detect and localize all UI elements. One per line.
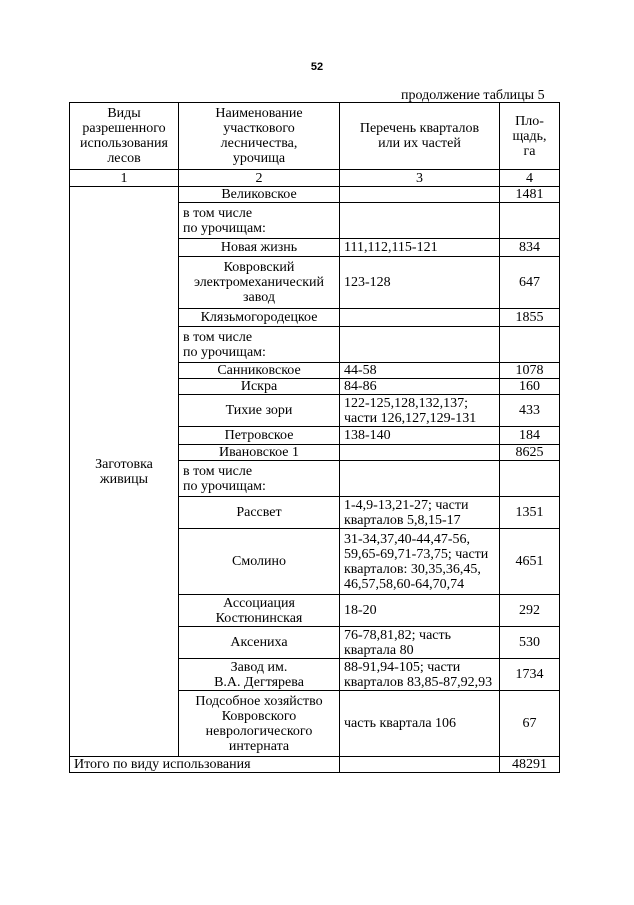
- forestry-name-cell: [179, 427, 340, 445]
- cell-line: Искра: [240, 379, 278, 394]
- forestry-name-cell: [179, 309, 340, 327]
- area-cell: 1078: [500, 363, 560, 379]
- quarters-cell: [340, 257, 500, 309]
- quarters-cell: [340, 627, 500, 659]
- area-cell: 292: [500, 595, 560, 627]
- area-cell: 184: [500, 427, 560, 445]
- forestry-name-cell: [179, 659, 340, 691]
- area-cell: 1481: [500, 187, 560, 203]
- cell-line: 31-34,37,40-44,47-56,: [344, 531, 470, 547]
- forestry-name-cell: [179, 363, 340, 379]
- quarters-cell: [340, 239, 500, 257]
- cell-line: Заготовка: [95, 456, 153, 472]
- header-line: Наименование: [215, 106, 303, 121]
- page-number: 52: [310, 61, 324, 73]
- cell-line: кварталов: 30,35,36,45,: [344, 561, 481, 577]
- header-forestry-name: [179, 103, 340, 170]
- forestry-name-cell: [179, 529, 340, 595]
- quarters-cell: [340, 659, 500, 691]
- cell-line: 111,112,115-121: [344, 240, 438, 255]
- forestry-name-cell: [179, 379, 340, 395]
- cell-line: Смолино: [232, 554, 286, 569]
- forestry-name-cell: [179, 445, 340, 461]
- cell-line: завод: [243, 290, 275, 305]
- area-cell: 647: [500, 257, 560, 309]
- area-cell: 1351: [500, 497, 560, 529]
- forestry-name-cell: [179, 395, 340, 427]
- quarters-cell: [340, 595, 500, 627]
- cell-line: 59,65-69,71-73,75; части: [344, 546, 489, 562]
- column-number: 1: [70, 170, 179, 187]
- quarters-cell: [340, 497, 500, 529]
- cell-line: Ковровского: [221, 708, 297, 724]
- table-body: [70, 103, 560, 773]
- column-number-row: [70, 170, 560, 187]
- forestry-name-cell: [179, 691, 340, 757]
- quarters-cell: [340, 427, 500, 445]
- header-line: Перечень кварталов: [359, 121, 480, 136]
- cell-line: 88-91,94-105; части: [344, 659, 461, 675]
- area-cell: [500, 327, 560, 363]
- forestry-name-cell: [179, 627, 340, 659]
- subgroup-label-cell: [179, 203, 340, 239]
- cell-line: по урочищам:: [183, 344, 266, 360]
- forestry-name-cell: [179, 497, 340, 529]
- forestry-name-cell: [179, 187, 340, 203]
- cell-line: кварталов 83,85-87,92,93: [344, 674, 493, 690]
- cell-line: кварталов 5,8,15-17: [344, 512, 461, 528]
- area-cell: 160: [500, 379, 560, 395]
- header-quarters: [340, 103, 500, 170]
- area-cell: 4651: [500, 529, 560, 595]
- cell-line: 44-58: [344, 363, 377, 378]
- cell-line: 138-140: [344, 428, 391, 443]
- cell-line: Ивановское 1: [219, 445, 299, 460]
- header-line: или их частей: [378, 136, 461, 151]
- quarters-cell: [340, 529, 500, 595]
- cell-line: Петровское: [224, 428, 294, 443]
- area-cell: 433: [500, 395, 560, 427]
- header-area: [500, 103, 560, 170]
- quarters-cell: [340, 691, 500, 757]
- area-cell: 1855: [500, 309, 560, 327]
- area-cell: 834: [500, 239, 560, 257]
- cell-line: 76-78,81,82; часть: [344, 627, 452, 643]
- cell-line: часть квартала 106: [344, 716, 457, 731]
- cell-line: интерната: [228, 738, 290, 754]
- cell-line: 123-128: [344, 275, 391, 290]
- total-area: 48291: [500, 757, 560, 773]
- column-number: 3: [340, 170, 500, 187]
- cell-line: Новая жизнь: [220, 240, 298, 255]
- forestry-name-cell: [179, 257, 340, 309]
- quarters-cell: [340, 363, 500, 379]
- header-line: разрешенного: [82, 121, 166, 136]
- area-cell: 8625: [500, 445, 560, 461]
- cell-line: 46,57,58,60-64,70,74: [344, 576, 465, 592]
- quarters-cell: [340, 445, 500, 461]
- quarters-cell: [340, 187, 500, 203]
- forestry-name-cell: [179, 595, 340, 627]
- area-cell: [500, 203, 560, 239]
- cell-line: В.А. Дегтярева: [214, 674, 304, 690]
- column-number: 4: [500, 170, 560, 187]
- subgroup-label-cell: [179, 461, 340, 497]
- cell-line: 84-86: [344, 379, 377, 394]
- header-usage-type: [70, 103, 179, 170]
- quarters-cell: [340, 203, 500, 239]
- cell-line: в том числе: [183, 329, 253, 345]
- total-row: [70, 757, 560, 773]
- subgroup-label-cell: [179, 327, 340, 363]
- header-line: урочища: [232, 151, 286, 166]
- quarters-cell: [340, 395, 500, 427]
- header-row: [70, 103, 560, 170]
- cell-line: Ассоциация: [223, 595, 295, 611]
- area-cell: 1734: [500, 659, 560, 691]
- cell-line: живицы: [99, 471, 149, 487]
- cell-line: Санниковское: [217, 363, 301, 378]
- cell-line: квартала 80: [344, 642, 414, 658]
- cell-line: неврологического: [205, 723, 313, 739]
- cell-line: Клязьмогородецкое: [200, 310, 318, 325]
- cell-line: электромеханический: [193, 275, 325, 290]
- cell-line: в том числе: [183, 463, 253, 479]
- cell-line: Рассвет: [236, 505, 282, 520]
- header-line: лесов: [107, 151, 141, 166]
- cell-line: по урочищам:: [183, 220, 266, 236]
- area-cell: 67: [500, 691, 560, 757]
- header-line: Пло-: [515, 113, 544, 129]
- total-quarters: [340, 757, 500, 773]
- cell-line: Аксениха: [230, 635, 288, 650]
- cell-line: части 126,127,129-131: [344, 410, 477, 426]
- quarters-cell: [340, 461, 500, 497]
- cell-line: в том числе: [183, 205, 253, 221]
- forestry-name-cell: [179, 239, 340, 257]
- cell-line: Завод им.: [230, 659, 288, 675]
- cell-line: Костюнинская: [215, 610, 303, 626]
- cell-line: 1-4,9-13,21-27; части: [344, 497, 469, 513]
- cell-line: Ковровский: [223, 260, 295, 275]
- cell-line: Подсобное хозяйство: [195, 693, 323, 709]
- quarters-cell: [340, 309, 500, 327]
- total-label: Итого по виду использования: [70, 757, 340, 773]
- column-number: 2: [179, 170, 340, 187]
- header-line: Виды: [107, 106, 141, 121]
- usage-type-cell: [70, 187, 179, 757]
- header-line: использования: [80, 136, 168, 151]
- quarters-cell: [340, 379, 500, 395]
- header-line: га: [523, 143, 536, 159]
- quarters-cell: [340, 327, 500, 363]
- header-line: щадь,: [512, 128, 547, 144]
- header-line: участкового: [223, 121, 295, 136]
- table-row: [70, 187, 560, 203]
- cell-line: 18-20: [344, 603, 377, 618]
- header-line: лесничества,: [220, 136, 298, 151]
- cell-line: Великовское: [221, 187, 297, 202]
- cell-line: 122-125,128,132,137;: [344, 395, 469, 411]
- area-cell: [500, 461, 560, 497]
- cell-line: по урочищам:: [183, 478, 266, 494]
- table-caption: продолжение таблицы 5: [401, 88, 545, 103]
- area-cell: 530: [500, 627, 560, 659]
- cell-line: Тихие зори: [225, 403, 293, 418]
- forest-usage-table: [69, 102, 560, 773]
